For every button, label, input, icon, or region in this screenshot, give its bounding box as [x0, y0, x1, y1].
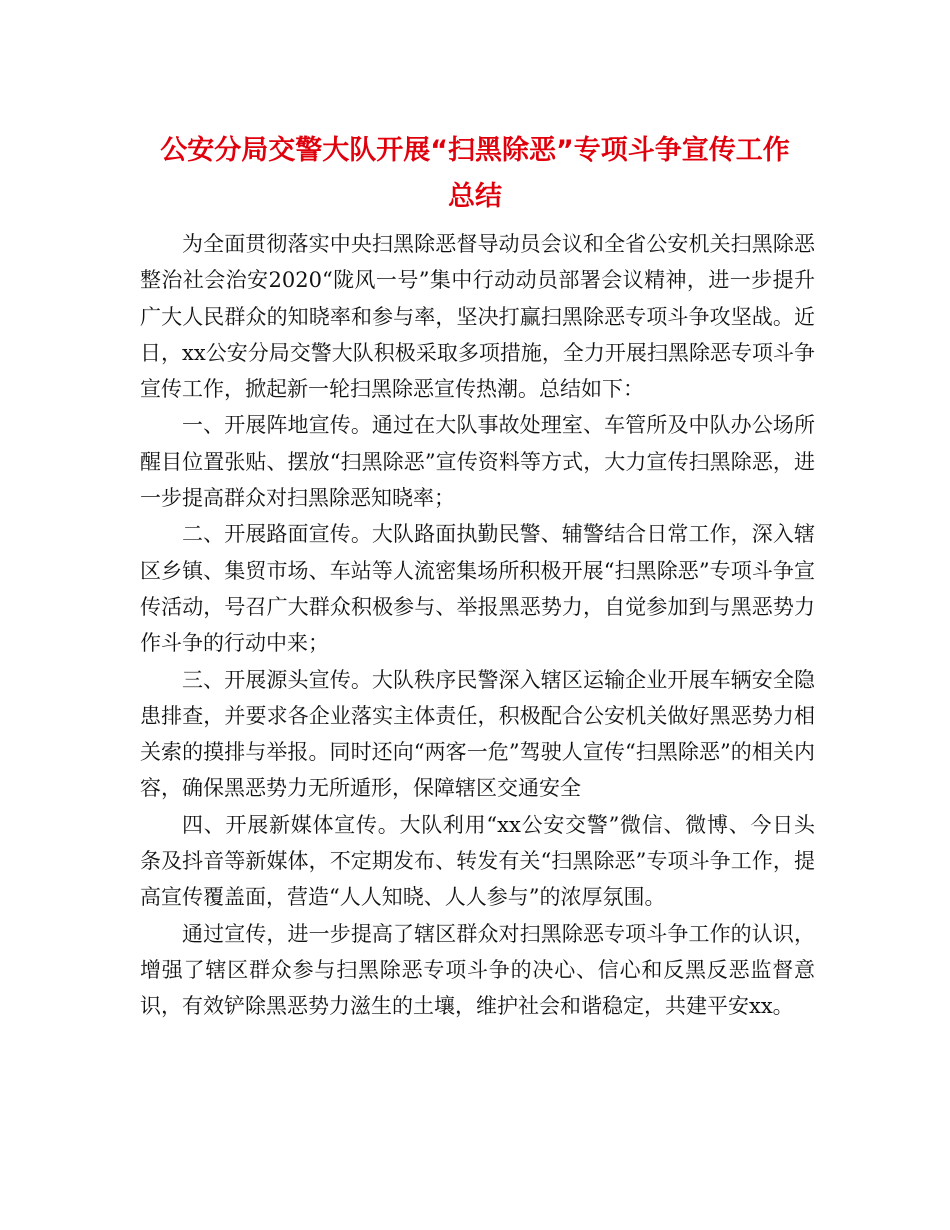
paragraph-intro: 为全面贯彻落实中央扫黑除恶督导动员会议和全省公安机关扫黑除恶整治社会治安2020“陇风一号”集中行动动员部署会议精神，进一步提升广大人民群众的知晓率和参与率，坚决打赢扫黑除恶专项斗争攻坚战。近日，xx公安分局交警大队积极采取多项措施，全力开展扫黑除恶专项斗争宣传工作，掀起新一轮扫黑除恶宣传热潮。总结如下： [140, 232, 815, 402]
paragraph-conclusion: 通过宣传，进一步提高了辖区群众对扫黑除恶专项斗争工作的认识，增强了辖区群众参与扫黑除恶专项斗争的决心、信心和反黑反恶监督意识，有效铲除黑恶势力滋生的土壤，维护社会和谐稳定，共建平安xx。 [140, 921, 815, 1019]
paragraph-position-publicity: 一、开展阵地宣传。通过在大队事故处理室、车管所及中队办公场所醒目位置张贴、摆放“扫黑除恶”宣传资料等方式，大力宣传扫黑除恶，进一步提高群众对扫黑除恶知晓率； [140, 413, 815, 511]
paragraph-new-media-publicity: 四、开展新媒体宣传。大队利用“xx公安交警”微信、微博、今日头条及抖音等新媒体，不定期发布、转发有关“扫黑除恶”专项斗争工作，提高宣传覆盖面，营造“人人知晓、人人参与”的浓厚氛围。 [140, 812, 815, 910]
paragraph-road-publicity: 二、开展路面宣传。大队路面执勤民警、辅警结合日常工作，深入辖区乡镇、集贸市场、车站等人流密集场所积极开展“扫黑除恶”专项斗争宣传活动，号召广大群众积极参与、举报黑恶势力，自觉参加到与黑恶势力作斗争的行动中来； [140, 522, 815, 656]
document-body [140, 226, 815, 1025]
paragraph-source-publicity: 三、开展源头宣传。大队秩序民警深入辖区运输企业开展车辆安全隐患排查，并要求各企业落实主体责任，积极配合公安机关做好黑恶势力相关索的摸排与举报。同时还向“两客一危”驾驶人宣传“扫黑除恶”的相关内容，确保黑恶势力无所遁形，保障辖区交通安全 [140, 667, 815, 801]
document-title [120, 128, 830, 220]
title-line-1: 公安分局交警大队开展“扫黑除恶”专项斗争宣传工作 [160, 135, 790, 166]
title-line-2: 总结 [448, 181, 502, 212]
